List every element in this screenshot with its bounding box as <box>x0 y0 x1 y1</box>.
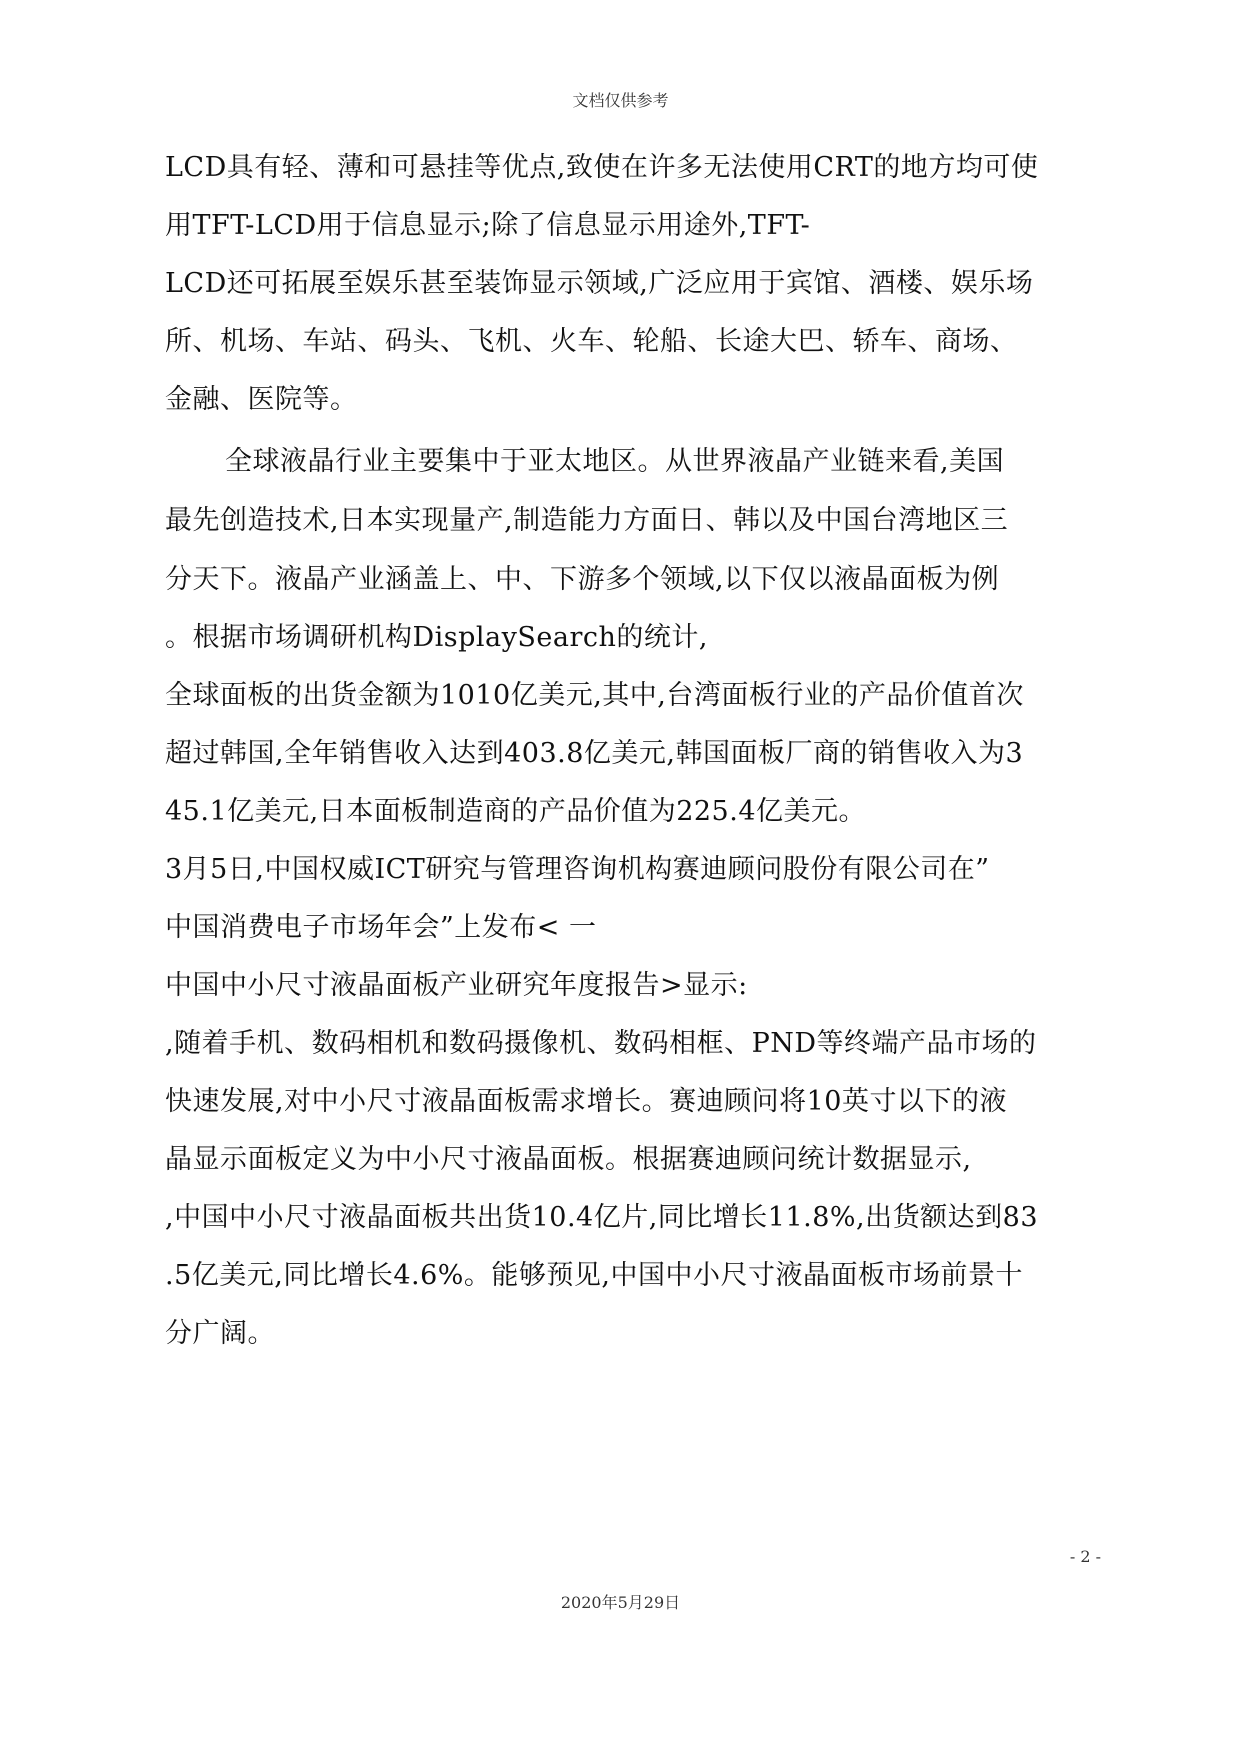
body-line: LCD还可拓展至娱乐甚至装饰显示领域,广泛应用于宾馆、酒楼、娱乐场 <box>165 268 1034 299</box>
page-number: - 2 - <box>1069 1547 1101 1566</box>
paragraph-first-line: 全球液晶行业主要集中于亚太地区。从世界液晶产业链来看,美国 <box>225 446 1005 477</box>
body-line: 分天下。液晶产业涵盖上、中、下游多个领域,以下仅以液晶面板为例 <box>165 564 1000 595</box>
body-line: 快速发展,对中小尺寸液晶面板需求增长。赛迪顾问将10英寸以下的液 <box>165 1086 1007 1117</box>
body-line: 全球面板的出货金额为1010亿美元,其中,台湾面板行业的产品价值首次 <box>165 680 1024 711</box>
body-line: 用TFT-LCD用于信息显示;除了信息显示用途外,TFT- <box>165 210 811 241</box>
body-line: .5亿美元,同比增长4.6%。能够预见,中国中小尺寸液晶面板市场前景十 <box>165 1260 1024 1291</box>
body-line: 。根据市场调研机构DisplaySearch的统计, <box>165 622 708 653</box>
body-line: 分广阔。 <box>165 1318 275 1349</box>
footer-date: 2020年5月29日 <box>560 1593 681 1612</box>
body-line: LCD具有轻、薄和可悬挂等优点,致使在许多无法使用CRT的地方均可使 <box>165 152 1039 183</box>
body-line: 中国消费电子市场年会”上发布< 一 <box>165 912 597 943</box>
body-line: ,随着手机、数码相机和数码摄像机、数码相框、PND等终端产品市场的 <box>165 1028 1037 1059</box>
body-line: 金融、医院等。 <box>165 384 358 415</box>
body-line: 最先创造技术,日本实现量产,制造能力方面日、韩以及中国台湾地区三 <box>165 505 1009 536</box>
page-header: 文档仅供参考 <box>572 91 669 110</box>
body-line: 45.1亿美元,日本面板制造商的产品价值为225.4亿美元。 <box>165 796 866 827</box>
body-line: 中国中小尺寸液晶面板产业研究年度报告>显示: <box>165 970 748 1001</box>
body-line: 超过韩国,全年销售收入达到403.8亿美元,韩国面板厂商的销售收入为3 <box>165 738 1024 769</box>
body-line: 3月5日,中国权威ICT研究与管理咨询机构赛迪顾问股份有限公司在” <box>165 854 990 885</box>
body-line: 所、机场、车站、码头、飞机、火车、轮船、长途大巴、轿车、商场、 <box>165 326 1018 357</box>
body-line: ,中国中小尺寸液晶面板共出货10.4亿片,同比增长11.8%,出货额达到83 <box>165 1202 1038 1233</box>
body-line: 晶显示面板定义为中小尺寸液晶面板。根据赛迪顾问统计数据显示, <box>165 1144 972 1175</box>
